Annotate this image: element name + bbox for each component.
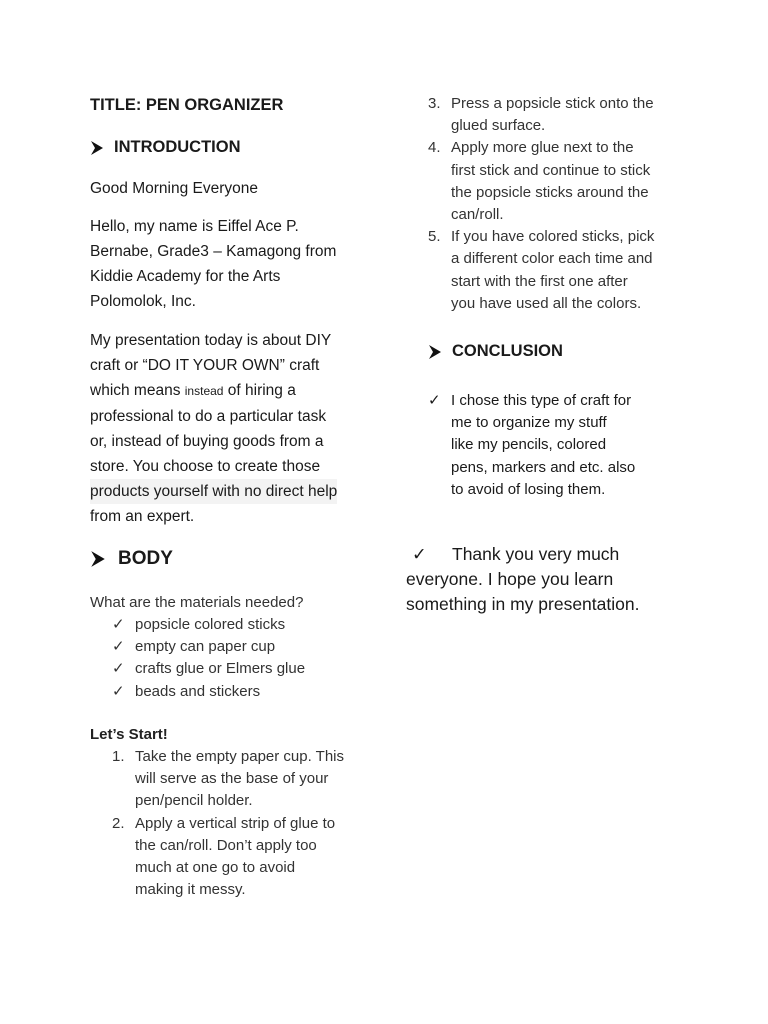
steps-list-continued: [428, 93, 654, 315]
list-item: [112, 614, 305, 636]
presentation-line: professional to do a particular task: [90, 408, 327, 425]
thanks-line: something in my presentation.: [406, 594, 640, 615]
list-item: [112, 813, 344, 902]
step-line: the popsicle sticks around the: [451, 183, 649, 201]
check-mark-icon: ✓: [112, 682, 125, 700]
intro-line: Polomolok, Inc.: [90, 293, 196, 310]
thanks-line: everyone. I hope you learn: [406, 569, 614, 590]
list-item: [428, 93, 654, 137]
arrowhead-bullet-icon: [90, 550, 106, 568]
list-item: [428, 137, 654, 226]
step-line: can/roll.: [451, 206, 504, 224]
list-item: [428, 226, 654, 315]
materials-list: [112, 614, 305, 703]
thanks-line: [406, 542, 639, 567]
material-text: popsicle colored sticks: [135, 616, 286, 633]
material-text: beads and stickers: [135, 682, 261, 700]
step-line: a different color each time and: [451, 250, 653, 268]
presentation-text: which means: [90, 382, 185, 399]
step-line: If you have colored sticks, pick: [451, 228, 655, 246]
list-item: [112, 636, 305, 658]
intro-line: Kiddie Academy for the Arts: [90, 268, 281, 285]
step-number: 5.: [428, 228, 441, 246]
step-line: first stick and continue to stick: [451, 161, 651, 179]
materials-question: What are the materials needed?: [90, 594, 304, 611]
steps-list: [112, 746, 344, 901]
step-line: much at one go to avoid: [135, 859, 296, 877]
arrowhead-bullet-icon: [428, 344, 442, 360]
presentation-paragraph: [90, 328, 337, 529]
arrowhead-bullet-icon: [90, 140, 104, 156]
check-mark-icon: ✓: [112, 660, 125, 678]
list-item: [112, 681, 305, 703]
presentation-line: or, instead of buying goods from a: [90, 433, 324, 450]
presentation-small-word: instead: [184, 384, 224, 398]
body-heading-text: BODY: [118, 548, 173, 569]
presentation-line: [90, 378, 337, 404]
step-number: 4.: [428, 139, 441, 157]
step-line: you have used all the colors.: [451, 294, 642, 312]
step-line: will serve as the base of your: [135, 770, 329, 788]
introduction-heading-text: INTRODUCTION: [114, 138, 241, 156]
step-line: making it messy.: [135, 881, 246, 899]
check-mark-icon: ✓: [412, 544, 427, 564]
presentation-line: My presentation today is about DIY: [90, 332, 332, 349]
step-line: pen/pencil holder.: [135, 792, 253, 810]
conclusion-line: like my pencils, colored: [451, 436, 607, 454]
conclusion-list: [428, 390, 635, 501]
introduction-heading: [90, 138, 241, 157]
step-line: Apply a vertical strip of glue to: [135, 814, 336, 832]
body-heading: [90, 548, 173, 570]
step-number: 2.: [112, 814, 125, 832]
material-text: crafts glue or Elmers glue: [135, 660, 306, 678]
check-mark-icon: ✓: [112, 616, 125, 633]
thanks-paragraph: [406, 542, 639, 618]
presentation-text: of hiring a: [223, 382, 296, 399]
presentation-line: craft or “DO IT YOUR OWN” craft: [90, 357, 320, 374]
material-text: empty can paper cup: [135, 638, 276, 656]
presentation-line: products yourself with no direct help: [90, 479, 337, 504]
thanks-text: Thank you very much: [452, 544, 620, 564]
intro-line: Bernabe, Grade3 – Kamagong from: [90, 243, 337, 260]
conclusion-line: I chose this type of craft for: [451, 392, 632, 409]
document-title: TITLE: PEN ORGANIZER: [90, 96, 284, 114]
step-number: 1.: [112, 748, 125, 765]
step-line: Press a popsicle stick onto the: [451, 95, 654, 112]
introduction-paragraph: [90, 214, 336, 314]
check-mark-icon: ✓: [112, 638, 125, 656]
step-line: Apply more glue next to the: [451, 139, 634, 157]
list-item: [428, 390, 635, 501]
conclusion-line: me to organize my stuff: [451, 414, 607, 432]
lets-start-label: Let’s Start!: [90, 726, 168, 743]
check-mark-icon: ✓: [428, 392, 441, 409]
conclusion-line: pens, markers and etc. also: [451, 458, 636, 476]
conclusion-line: to avoid of losing them.: [451, 480, 606, 498]
greeting-text: Good Morning Everyone: [90, 180, 259, 197]
list-item: [112, 658, 305, 680]
list-item: [112, 746, 344, 813]
step-line: the can/roll. Don’t apply too: [135, 836, 317, 854]
conclusion-heading-text: CONCLUSION: [452, 342, 563, 360]
step-number: 3.: [428, 95, 441, 112]
presentation-line: store. You choose to create those: [90, 458, 321, 475]
intro-line: Hello, my name is Eiffel Ace P.: [90, 218, 299, 235]
conclusion-heading: [428, 342, 563, 361]
presentation-line: from an expert.: [90, 508, 195, 525]
step-line: Take the empty paper cup. This: [135, 748, 345, 765]
step-line: start with the first one after: [451, 272, 628, 290]
step-line: glued surface.: [451, 117, 546, 135]
